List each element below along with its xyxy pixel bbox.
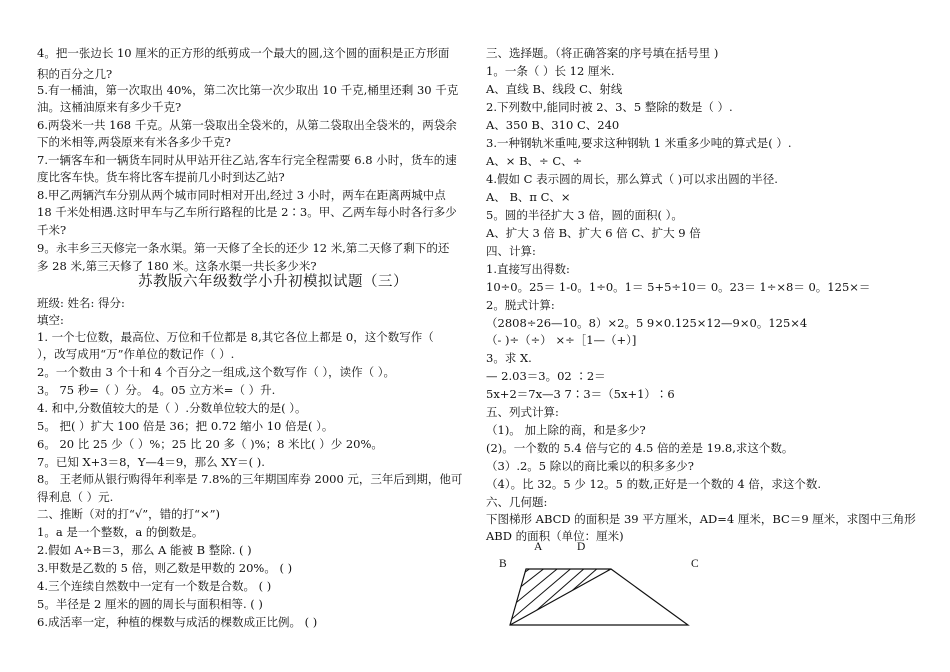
problem-4-line-2: 积的百分之几? (37, 67, 113, 81)
judge-heading: 二、推断（对的打“√”，错的打“×”) (37, 507, 220, 521)
problem-5-line-2: 油。这桶油原来有多少千克? (37, 100, 182, 114)
choice-q1-options: A、直线 B、线段 C、射线 (486, 82, 623, 96)
choice-q5-options: A、扩大 3 倍 B、扩大 6 倍 C、扩大 9 倍 (486, 226, 701, 240)
problem-8-line-3: 千米? (37, 223, 67, 237)
problem-8-line-2: 18 千米处相遇.这时甲车与乙车所行路程的比是 2∶3。甲、乙两车每小时各行多少 (37, 205, 457, 219)
judge-q4: 4.三个连续自然数中一定有一个数是合数。 ( ) (37, 579, 272, 593)
fill-q8-line-2: 得利息（ ）元. (37, 490, 114, 504)
problem-9-line-2: 多 28 米,第三天修了 180 米。这条水渠一共长多少米? (37, 259, 317, 273)
problem-7-line-1: 7.一辆客车和一辆货车同时从甲站开往乙站,客车行完全程需要 6.8 小时，货车的速 (37, 153, 457, 167)
word-calc-q1: （1)。 加上除的商，和是多少? (486, 423, 646, 437)
choice-q5: 5。圆的半径扩大 3 倍，圆的面积( ）。 (486, 208, 683, 222)
problem-6-line-2: 下的米相等,两袋原来有米各多少千克? (37, 135, 231, 149)
fill-q1-line-1: 1. 一个七位数，最高位、万位和千位都是 8,其它各位上都是 0，这个数写作（ (37, 330, 434, 344)
calc-stepwise-heading: 2。脱式计算: (486, 298, 555, 312)
choice-q4-options: A、 B、π C、× (486, 190, 571, 204)
geometry-problem-line-2: ABD 的面积（单位：厘米) (486, 529, 624, 543)
choice-q1: 1。一条（ ）长 12 厘米. (486, 64, 615, 78)
choice-q2-options: A、350 B、310 C、240 (486, 118, 620, 132)
choice-q3-options: A、× B、÷ C、÷ (486, 154, 583, 168)
solve-x-row-1: — 2.03＝3。02 ∶2＝ (486, 369, 606, 383)
word-calc-q2: (2)。一个数的 5.4 倍与它的 4.5 倍的差是 19.8,求这个数。 (486, 441, 794, 455)
geometry-problem-line-1: 下图梯形 ABCD 的面积是 39 平方厘米，AD=4 厘米，BC＝9 厘米，求图中三角形 (486, 512, 916, 526)
fill-q7: 7。已知 X+3＝8，Y—4＝9，那么 XY＝( ). (37, 455, 265, 469)
problem-4-line-1: 4。把一张边长 10 厘米的正方形的纸剪成一个最大的圆,这个圆的面积是正方形面 (37, 46, 450, 60)
geometry-heading: 六、几何题: (486, 495, 548, 509)
fill-q5: 5。 把( ）扩大 100 倍是 36；把 0.72 缩小 10 倍是( ）。 (37, 419, 334, 433)
problem-9-line-1: 9。永丰乡三天修完一条水渠。第一天修了全长的还少 12 米,第二天修了剩下的还 (37, 241, 450, 255)
calc-direct-heading: 1.直接写出得数: (486, 262, 570, 276)
trapezoid-outline (510, 569, 688, 625)
fill-q4-fraction: 4. 和中,分数值较大的是（ ）.分数单位较大的是( ）。 (37, 401, 307, 415)
choice-q2: 2.下列数中,能同时被 2、3、5 整除的数是（ ）. (486, 100, 733, 114)
label-d: D (577, 541, 586, 553)
label-c: C (691, 558, 699, 570)
problem-5-line-1: 5.有一桶油，第一次取出 40%，第二次比第一次少取出 10 千克,桶里还剩 30 千克 (37, 83, 459, 97)
fill-q2: 2。一个数由 3 个十和 4 个百分之一组成,这个数写作（ ），读作（ ）。 (37, 365, 396, 379)
word-calc-q3: （3）.2。5 除以的商比乘以的积多多少? (486, 459, 694, 473)
solve-x-row-2: 5x+2＝7x—3 7∶3＝（5x+1）∶6 (486, 387, 675, 401)
student-info-row: 班级: 姓名: 得分: (37, 296, 125, 310)
judge-q2: 2.假如 A÷B＝3，那么 A 能被 B 整除. ( ) (37, 543, 252, 557)
calc-stepwise-row-1: （2808÷26—10。8）×2。5 9×0.125×12—9×0。125×4 (486, 316, 808, 330)
choice-heading: 三、选择题。（将正确答案的序号填在括号里 ) (486, 46, 719, 60)
word-calc-q4: （4）。比 32。5 少 12。5 的数,正好是一个数的 4 倍，求这个数. (486, 477, 822, 491)
judge-q1: 1。a 是一个整数，a 的倒数是。 (37, 525, 204, 539)
exam-title: 苏教版六年级数学小升初模拟试题（三） (138, 274, 408, 290)
fill-q8-line-1: 8。 王老师从银行购得年利率是 7.8%的三年期国库券 2000 元，三年后到期，他可 (37, 472, 463, 486)
choice-q4: 4.假如 C 表示圆的周长，那么算式（ )可以求出圆的半径. (486, 172, 778, 186)
calc-stepwise-row-2: （- )÷（÷） ×÷［1—（+）] (486, 333, 637, 347)
word-calc-heading: 五、列式计算: (486, 405, 559, 419)
fill-q3-q4: 3。 75 秒=（ ）分。 4。05 立方米=（ ）升. (37, 383, 276, 397)
calc-direct-items: 10÷0。25＝ 1-0。1÷0。1＝ 5+5÷10＝ 0。23＝ 1÷×8＝ 0。125×＝ (486, 280, 871, 294)
judge-q5: 5。半径是 2 厘米的圆的周长与面积相等. ( ) (37, 597, 263, 611)
judge-q6: 6.成活率一定，种植的棵数与成活的棵数成正比例。 ( ) (37, 615, 318, 629)
choice-q3: 3.一种钢轨米重吨,要求这种钢轨 1 米重多少吨的算式是( ）. (486, 136, 792, 150)
problem-7-line-2: 度比客车快。货车将比客车提前几小时到达乙站? (37, 170, 285, 184)
problem-6-line-1: 6.两袋米一共 168 千克。从第一袋取出全袋米的，从第二袋取出全袋米的，两袋余 (37, 118, 457, 132)
fill-q1-line-2: ），改写成用“万”作单位的数记作（ ）. (37, 347, 235, 361)
problem-8-line-1: 8.甲乙两辆汽车分别从两个城市同时相对开出,经过 3 小时，两车在距离两城中点 (37, 188, 446, 202)
solve-x-heading: 3。求 X. (486, 351, 532, 365)
calc-heading: 四、计算: (486, 244, 536, 258)
label-b: B (499, 558, 507, 570)
trapezoid-figure (500, 560, 700, 632)
judge-q3: 3.甲数是乙数的 5 倍，则乙数是甲数的 20%。 ( ) (37, 561, 293, 575)
fill-blank-heading: 填空: (37, 313, 64, 327)
label-a: A (534, 541, 543, 553)
fill-q6: 6。 20 比 25 少（ ）%；25 比 20 多（ )%；8 米比( ）少 20%。 (37, 437, 383, 451)
